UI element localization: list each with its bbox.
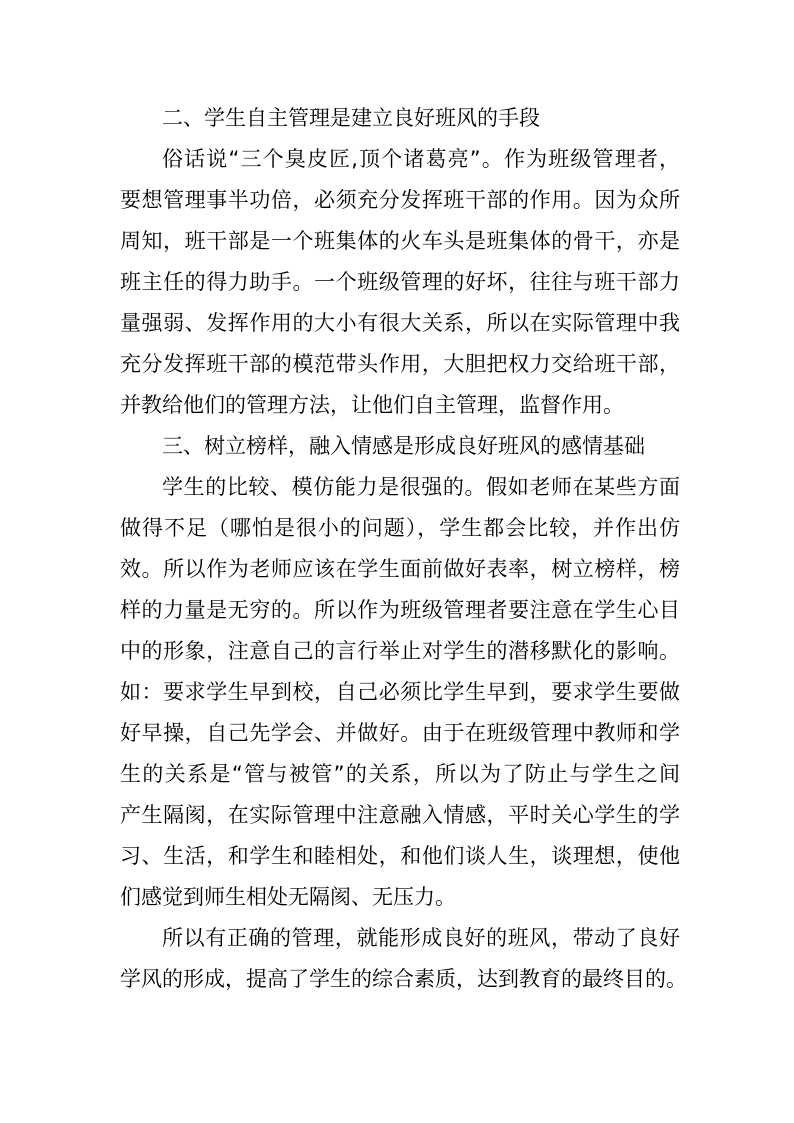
paragraph-line: 习、生活，和学生和睦相处，和他们谈人生，谈理想，使他 [120, 844, 680, 868]
paragraph-line: 充分发挥班干部的模范带头作用，大胆把权力交给班干部， [120, 352, 680, 376]
paragraph-line: 所以有正确的管理，就能形成良好的班风，带动了良好 [162, 926, 680, 950]
paragraph-line: 好早操，自己先学会、并做好。由于在班级管理中教师和学 [120, 721, 680, 745]
paragraph-line: 俗话说“三个臭皮匠,顶个诸葛亮”。作为班级管理者， [162, 147, 680, 171]
paragraph-line: 班主任的得力助手。一个班级管理的好坏，往往与班干部力 [120, 270, 680, 294]
paragraph-line: 做得不足（哪怕是很小的问题），学生都会比较，并作出仿 [120, 516, 680, 540]
paragraph-line: 如：要求学生早到校，自己必须比学生早到，要求学生要做 [120, 680, 680, 704]
paragraph-line: 生的关系是“管与被管”的关系，所以为了防止与学生之间 [120, 762, 680, 786]
paragraph-line: 效。所以作为老师应该在学生面前做好表率，树立榜样，榜 [120, 557, 680, 581]
paragraph-line: 要想管理事半功倍，必须充分发挥班干部的作用。因为众所 [120, 188, 680, 212]
paragraph-line: 样的力量是无穷的。所以作为班级管理者要注意在学生心目 [120, 598, 680, 622]
paragraph-line: 周知，班干部是一个班集体的火车头是班集体的骨干，亦是 [120, 229, 680, 253]
section-heading-3: 三、树立榜样，融入情感是形成良好班风的感情基础 [162, 434, 645, 458]
paragraph-line: 们感觉到师生相处无隔阂、无压力。 [120, 885, 456, 909]
paragraph-line: 中的形象，注意自己的言行举止对学生的潜移默化的影响。 [120, 639, 680, 663]
paragraph-line: 并教给他们的管理方法，让他们自主管理，监督作用。 [120, 393, 624, 417]
paragraph-line: 量强弱、发挥作用的大小有很大关系，所以在实际管理中我 [120, 311, 680, 335]
section-heading-2: 二、学生自主管理是建立良好班风的手段 [162, 106, 540, 130]
paragraph-line: 学风的形成，提高了学生的综合素质，达到教育的最终目的。 [120, 967, 687, 991]
paragraph-line: 学生的比较、模仿能力是很强的。假如老师在某些方面 [162, 475, 680, 499]
paragraph-line: 产生隔阂，在实际管理中注意融入情感，平时关心学生的学 [120, 803, 680, 827]
